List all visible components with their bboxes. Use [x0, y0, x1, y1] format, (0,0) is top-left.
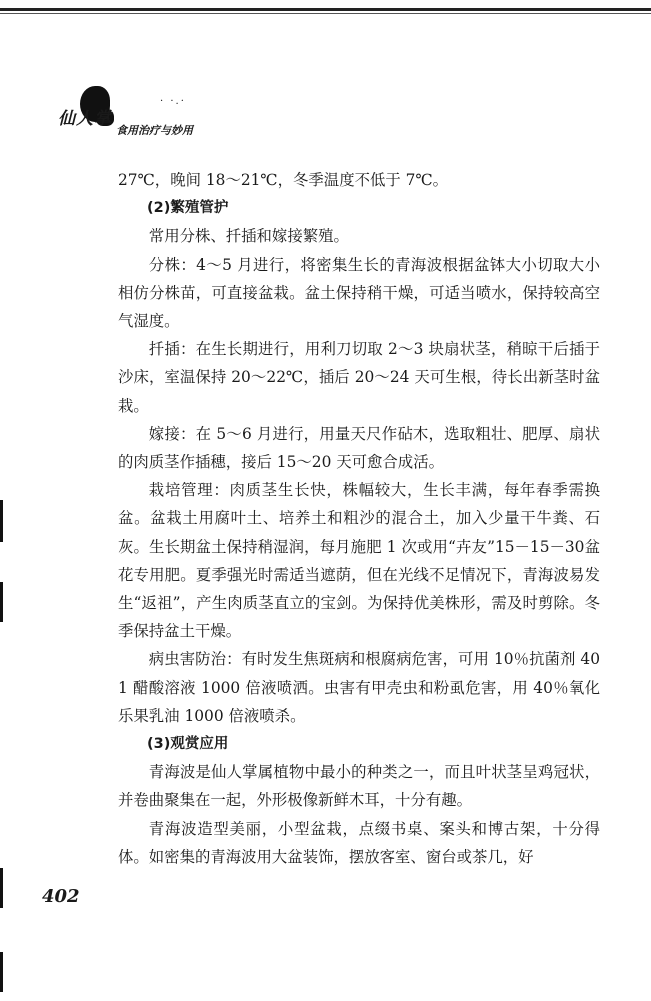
scan-edge-mark [0, 952, 3, 992]
top-border-rule [0, 8, 651, 11]
header-title: 仙人掌 [58, 109, 112, 129]
paragraph: 栽培管理：肉质茎生长快，株幅较大，生长丰满，每年春季需换盆。盆栽土用腐叶土、培养土和粗沙的混合土，加入少量干牛粪、石灰。生长期盆土保持稍湿润，每月施肥 1 次或用“卉友”15－15－30盆花专用肥。夏季强光时需适当遮荫，但在光线不足情况下，青海波易发生“返祖”，产生肉质茎直立的宝剑。为保持优美株形，需及时剪除。冬季保持盆土干燥。 [118, 481, 600, 641]
scan-edge-mark [0, 500, 3, 542]
page-number: 402 [42, 886, 80, 907]
top-border-rule-thin [0, 13, 651, 14]
decorative-dots: · ·.· [160, 96, 186, 107]
scan-edge-mark [0, 582, 3, 622]
paragraph: 嫁接：在 5～6 月进行，用量天尺作砧木，选取粗壮、肥厚、扇状的肉质茎作插穗，接后 15～20 天可愈合成活。 [118, 424, 600, 472]
section-heading: (3)观赏应用 [147, 736, 229, 753]
paragraph: 青海波是仙人掌属植物中最小的种类之一，而且叶状茎呈鸡冠状，并卷曲聚集在一起，外形极像新鲜木耳，十分有趣。 [118, 763, 600, 810]
paragraph: 扦插：在生长期进行，用利刀切取 2～3 块扇状茎，稍晾干后插于沙床，室温保持 20～22℃，插后 20～24 天可生根，待长出新茎时盆栽。 [118, 340, 600, 415]
body-text [118, 166, 600, 871]
paragraph: 青海波造型美丽，小型盆栽，点缀书桌、案头和博古架，十分得体。如密集的青海波用大盆装饰，摆放客室、窗台或茶几，好 [118, 819, 600, 866]
scan-edge-mark [0, 868, 3, 908]
header-subtitle: 食用治疗与妙用 [116, 124, 193, 137]
paragraph: 常用分株、扦插和嫁接繁殖。 [148, 227, 349, 246]
paragraph: 病虫害防治：有时发生焦斑病和根腐病危害，可用 10％抗菌剂 401 醋酸溶液 1000 倍液喷洒。虫害有甲壳虫和粉虱危害，用 40％氧化乐果乳油 1000 倍液喷杀。 [118, 650, 600, 725]
paragraph: 27℃，晚间 18～21℃，冬季温度不低于 7℃。 [118, 171, 449, 189]
running-header [56, 82, 276, 142]
paragraph: 分株：4～5 月进行，将密集生长的青海波根据盆钵大小切取大小相仿分株苗，可直接盆栽。盆土保持稍干燥，可适当喷水，保持较高空气湿度。 [118, 255, 600, 331]
section-heading: (2)繁殖管护 [147, 200, 229, 217]
